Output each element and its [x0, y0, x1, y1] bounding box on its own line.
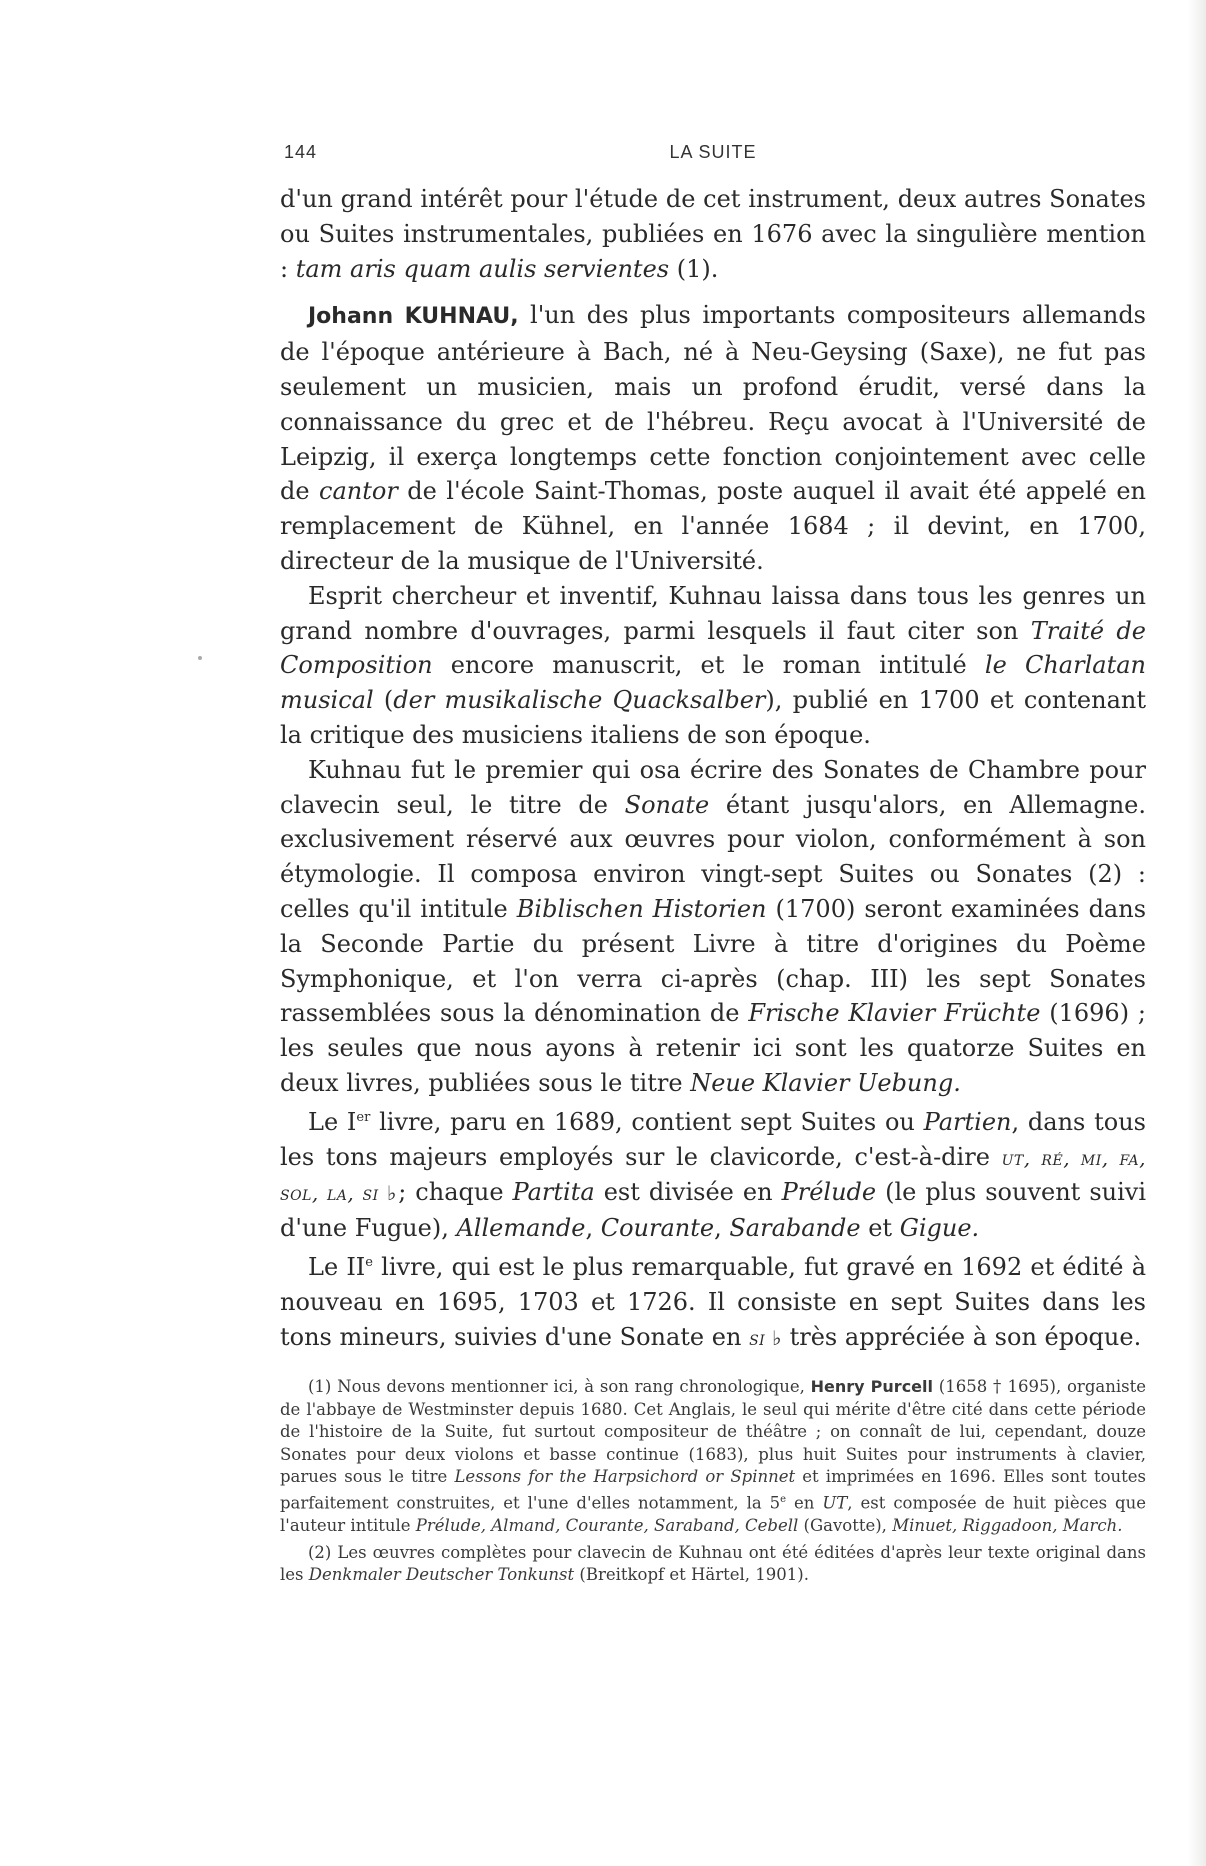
person-name: Johann KUHNAU, — [308, 304, 519, 330]
footnotes — [280, 1376, 1146, 1587]
paragraph-6: Le IIe livre, qui est le plus remarquable, fut gravé en 1692 et édité à nouveau en 1695, 1703 et 1726. Il consiste en sept Suites dans les tons mineurs, suivies d'une Sonate en si ♭ très appréciée à son époque. — [280, 1252, 1146, 1351]
running-title: LA SUITE — [669, 142, 757, 162]
page-number: 144 — [284, 142, 318, 162]
paragraph-1: d'un grand intérêt pour l'étude de cet instrument, deux autres Sonates ou Suites instrumentales, publiées en 1676 avec la singulière mention : tam aris quam aulis servientes (1). — [280, 185, 1146, 283]
footnote-2: (2) Les œuvres complètes pour clavecin de Kuhnau ont été éditées d'après leur texte original dans les Denkmaler Deutscher Tonkunst (Breitkopf et Härtel, 1901). — [280, 1542, 1146, 1585]
footnote-1: (1) Nous devons mentionner ici, à son rang chronologique, Henry Purcell (1658 † 1695), organiste de l'abbaye de Westminster depuis 1680. Cet Anglais, le seul qui mérite d'être cité dans cette période de l'histoire de la Suite, fut surtout compositeur de théâtre ; on connaît de lui, cependant, douze Sonates pour deux violons et basse continue (1683), plus huit Suites pour instruments à clavier, parues sous le titre Lessons for the Harpsichord or Spinnet et imprimées en 1696. Elles sont toutes parfaitement construites, et l'une d'elles notamment, la 5e en UT, est composée de huit pièces que l'auteur intitule Prélude, Almand, Courante, Saraband, Cebell (Gavotte), Minuet, Riggadoon, March. — [280, 1377, 1147, 1536]
paragraph-2: Johann KUHNAU, l'un des plus importants compositeurs allemands de l'époque antérieure à Bach, né à Neu-Geysing (Saxe), ne fut pas seulement un musicien, mais un profond érudit, versé dans la connaissance du grec et de l'hébreu. Reçu avocat à l'Université de Leipzig, il exerça longtemps cette fonction conjointement avec celle de cantor de l'école Saint-Thomas, poste auquel il avait été appelé en remplacement de Kühnel, en l'année 1684 ; il devint, en 1700, directeur de la musique de l'Université. — [280, 301, 1146, 575]
paragraph-5: Le Ier livre, paru en 1689, contient sept Suites ou Partien, dans tous les tons majeurs employés sur le clavicorde, c'est-à-dire ut, ré, mi, fa, sol, la, si ♭; chaque Partita est divisée en Prélude (le plus souvent suivi d'une Fugue), Allemande, Courante, Sarabande et Gigue. — [280, 1107, 1147, 1243]
margin-mark — [198, 656, 202, 660]
paragraph-3: Esprit chercheur et inventif, Kuhnau laissa dans tous les genres un grand nombre d'ouvrages, parmi lesquels il faut citer son Traité de Composition encore manuscrit, et le roman intitulé le Charlatan musical (der musikalische Quacksalber), publié en 1700 et contenant la critique des musiciens italiens de son époque. — [280, 581, 1146, 749]
paragraph-4: Kuhnau fut le premier qui osa écrire des Sonates de Chambre pour clavecin seul, le titre de Sonate étant jusqu'alors, en Allemagne. exclusivement réservé aux œuvres pour violon, conformément à son étymologie. Il composa environ vingt-sept Suites ou Sonates (2) : celles qu'il intitule Biblischen Historien (1700) seront examinées dans la Seconde Partie du présent Livre à titre d'origines du Poème Symphonique, et l'on verra ci-après (chap. III) les sept Sonates rassemblées sous la dénomination de Frische Klavier Früchte (1696) ; les seules que nous ayons à retenir ici sont les quatorze Suites en deux livres, publiées sous le titre Neue Klavier Uebung. — [280, 755, 1147, 1097]
page-edge-shadow — [1188, 0, 1206, 1866]
person-name: Henry Purcell — [810, 1377, 933, 1396]
running-head — [280, 142, 1146, 166]
body-text — [280, 182, 1146, 1355]
